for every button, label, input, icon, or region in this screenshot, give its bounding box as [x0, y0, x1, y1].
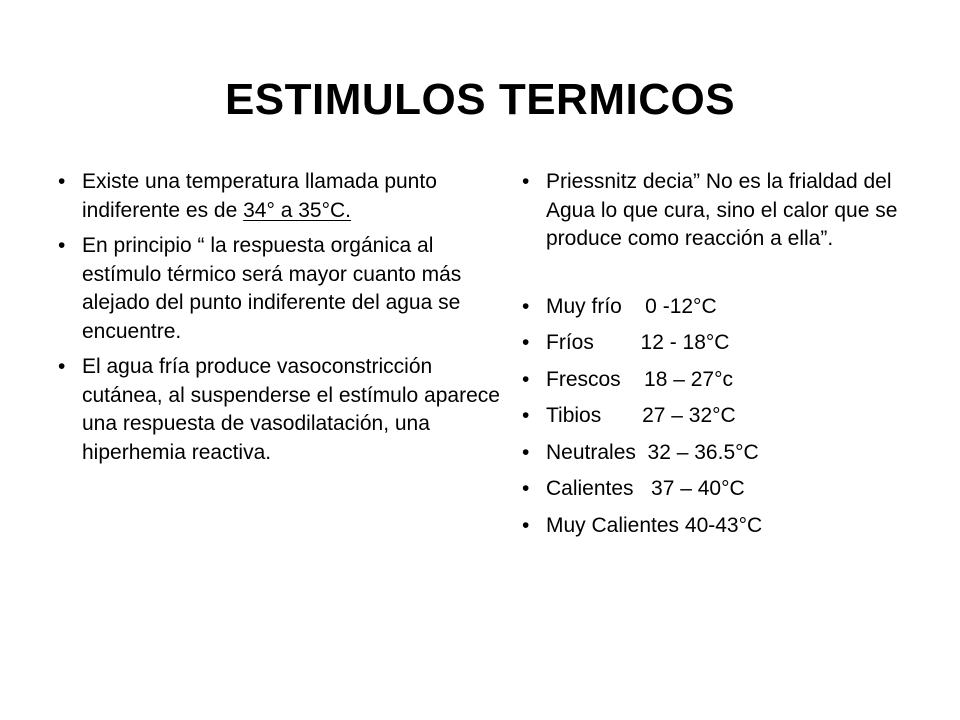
left-column	[58, 168, 508, 474]
bullet-neutral-point	[58, 168, 508, 225]
temperature-item: • Neutrales 32 – 36.5°C	[522, 439, 922, 468]
right-column	[522, 168, 922, 548]
temperature-item: • Calientes 37 – 40°C	[522, 475, 922, 504]
bullet-organic-response: • En principio “ la respuesta orgánica al estímulo térmico será mayor cuanto más alejado del punto indiferente del agua se encuentre.	[58, 232, 508, 346]
bullet-priessnitz-quote: • Priessnitz decia” No es la frialdad del Agua lo que cura, sino el calor que se produce como reacción a ella”.	[522, 168, 922, 254]
temperature-item: • Frescos 18 – 27°c	[522, 366, 922, 395]
temperature-item: • Muy Calientes 40-43°C	[522, 512, 922, 541]
bullet-cold-water: • El agua fría produce vasoconstricción cutánea, al suspenderse el estímulo aparece una respuesta de vasodilatación, una hiperhemia reactiva.	[58, 353, 508, 467]
temperature-item: • Muy frío 0 -12°C	[522, 293, 922, 322]
bullet-neutral-point-text: Existe una temperatura llamada punto indiferente es de	[82, 170, 437, 222]
temperature-item: • Fríos 12 - 18°C	[522, 329, 922, 358]
left-bullet-list	[58, 168, 508, 467]
neutral-point-range: 34° a 35°C.	[243, 198, 351, 222]
temperature-list	[522, 293, 922, 541]
slide-title: ESTIMULOS TERMICOS	[224, 75, 736, 124]
right-bullet-list	[522, 168, 922, 254]
temperature-item: • Tibios 27 – 32°C	[522, 402, 922, 431]
